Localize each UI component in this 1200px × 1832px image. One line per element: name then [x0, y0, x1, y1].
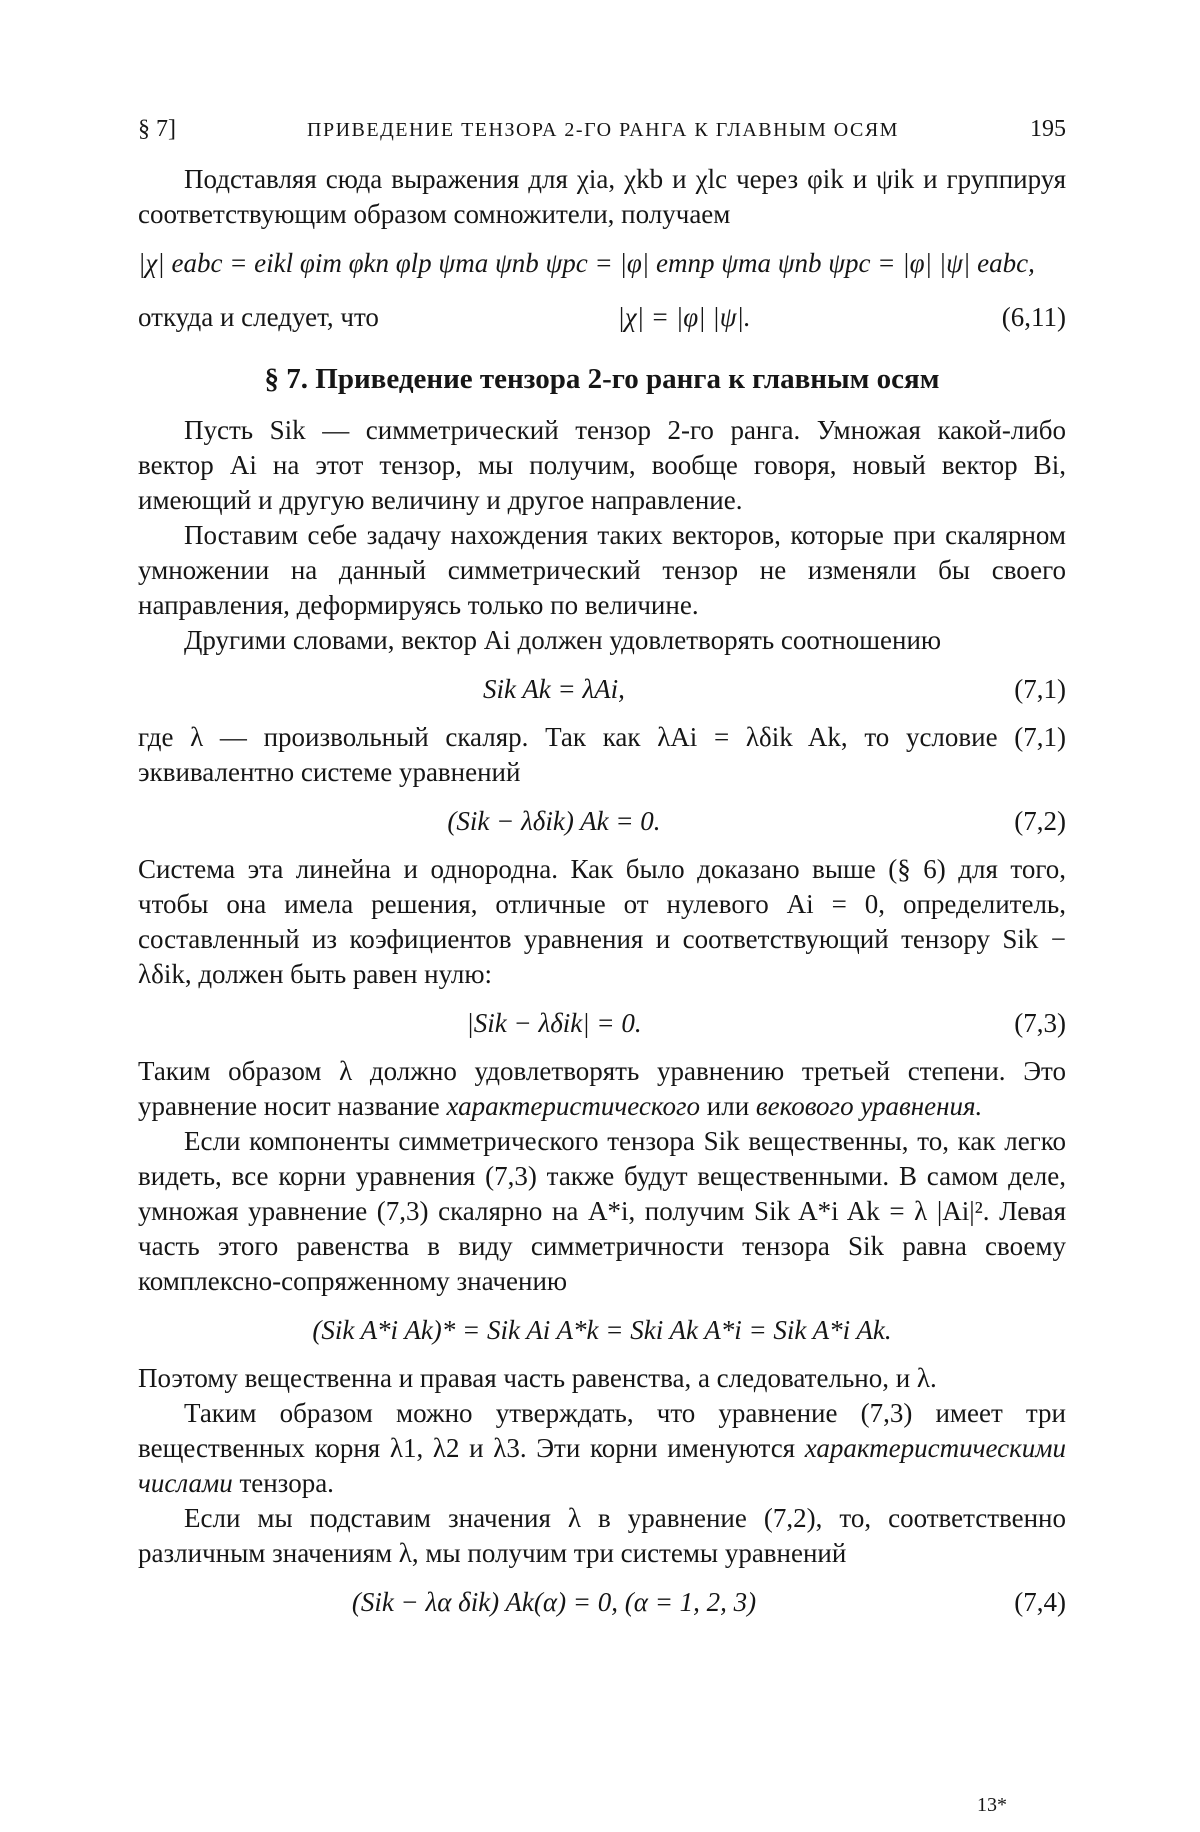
paragraph-arbitrary-scalar: где λ — произвольный скаляр. Так как λAi = λδik Ak, то условие (7,1) эквивалентно системе уравнений — [138, 722, 1066, 787]
paragraph-problem-statement: Поставим себе задачу нахождения таких векторов, которые при скалярном умножении на данный симметрический тензор не изменяли бы своего направления, деформируясь только по величине. — [138, 520, 1066, 620]
equation-6-11 — [138, 294, 1066, 340]
section-heading: § 7. Приведение тензора 2-го ранга к главным осям — [264, 363, 940, 395]
equation-7-2 — [138, 798, 1066, 844]
paragraph-three-roots — [138, 1396, 1066, 1501]
running-header — [138, 112, 1066, 162]
paragraph-three-systems: Если мы подставим значения λ в уравнение (7,2), то, соответственно различным значениям λ, мы получим три системы уравнений — [138, 1503, 1066, 1568]
printer-signature-mark: 13* — [977, 1794, 1007, 1816]
equation-text: Sik Ak = λAi, — [483, 673, 625, 704]
equation-text: (Sik − λα δik) Ak(α) = 0, (α = 1, 2, 3) — [351, 1586, 757, 1617]
equation-number: (7,1) — [1014, 673, 1066, 704]
text-run: Таким образом можно утверждать, что уравнение (7,3) имеет три вещественных корня λ1, λ2 и λ3. Эти корни именуются — [138, 1398, 1066, 1463]
text-run: тензора. — [232, 1468, 334, 1498]
paragraph-right-side-real: Поэтому вещественна и правая часть равенства, а следовательно, и λ. — [138, 1363, 937, 1393]
equation-text: |Sik − λδik| = 0. — [466, 1007, 642, 1038]
equation-7-4 — [138, 1579, 1066, 1625]
equation-text: (Sik − λδik) Ak = 0. — [447, 805, 661, 836]
text-run: Таким образом λ должно удовлетворять уравнению третьей степени. Это уравнение носит название — [138, 1056, 1066, 1121]
equation-7-3 — [138, 1000, 1066, 1046]
equation-lead-text: откуда и следует, что — [138, 301, 379, 332]
equation-text: (Sik A*i Ak)* = Sik Ai A*k = Ski Ak A*i = Sik A*i Ak. — [312, 1314, 892, 1345]
equation-text: |χ| eabc = eikl φim φkn φlp ψma ψnb ψpc = |φ| emnp ψma ψnb ψpc = |φ| |ψ| eabc, — [138, 247, 1035, 278]
equation-determinant-product — [138, 240, 1066, 286]
equation-number: (7,2) — [1014, 805, 1066, 836]
term-secular-equation: векового уравнения. — [755, 1091, 983, 1121]
header-title: ПРИВЕДЕНИЕ ТЕНЗОРА 2-ГО РАНГА К ГЛАВНЫМ ОСЯМ — [307, 119, 899, 141]
term-characteristic-numbers: характеристическими числами — [138, 1433, 1066, 1498]
page-number: 195 — [1029, 116, 1066, 142]
equation-conjugate — [138, 1307, 1066, 1353]
equation-text: |χ| = |φ| |ψ|. — [617, 301, 751, 332]
equation-number: (7,3) — [1014, 1007, 1066, 1038]
paragraph-real-roots: Если компоненты симметрического тензора Sik вещественны, то, как легко видеть, все корни уравнения (7,3) также будут вещественными. В самом деле, умножая уравнение (7,3) скалярно на A*i, получим Sik A*i Ak = λ |Ai|². Левая часть этого равенства в виду симметричности тензора Sik равна своему комплексно-сопряженному значению — [138, 1126, 1066, 1296]
equation-7-1 — [138, 666, 1066, 712]
equation-number: (7,4) — [1014, 1586, 1066, 1617]
paragraph-symmetric-tensor: Пусть Sik — симметрический тензор 2-го ранга. Умножая какой-либо вектор Ai на этот тензор, мы получим, вообще говоря, новый вектор Bi, имеющий и другую величину и другое направление. — [138, 415, 1066, 515]
paragraph-linear-homogeneous: Система эта линейна и однородна. Как было доказано выше (§ 6) для того, чтобы она имела решения, отличные от нулевого Ai = 0, определитель, составленный из коэфициентов уравнения и соответствующий тензору Sik − λδik, должен быть равен нулю: — [138, 854, 1066, 989]
term-characteristic: характеристического — [446, 1091, 701, 1121]
text-run: или — [700, 1091, 756, 1121]
paragraph-other-words: Другими словами, вектор Ai должен удовлетворять соотношению — [184, 625, 942, 655]
paragraph-substitution: Подставляя сюда выражения для χia, χkb и χlc через φik и ψik и группируя соответствующим образом сомножители, получаем — [138, 164, 1066, 229]
equation-number: (6,11) — [1001, 301, 1066, 332]
header-section-ref: § 7] — [138, 116, 176, 142]
paragraph-characteristic-equation — [138, 1054, 1066, 1124]
